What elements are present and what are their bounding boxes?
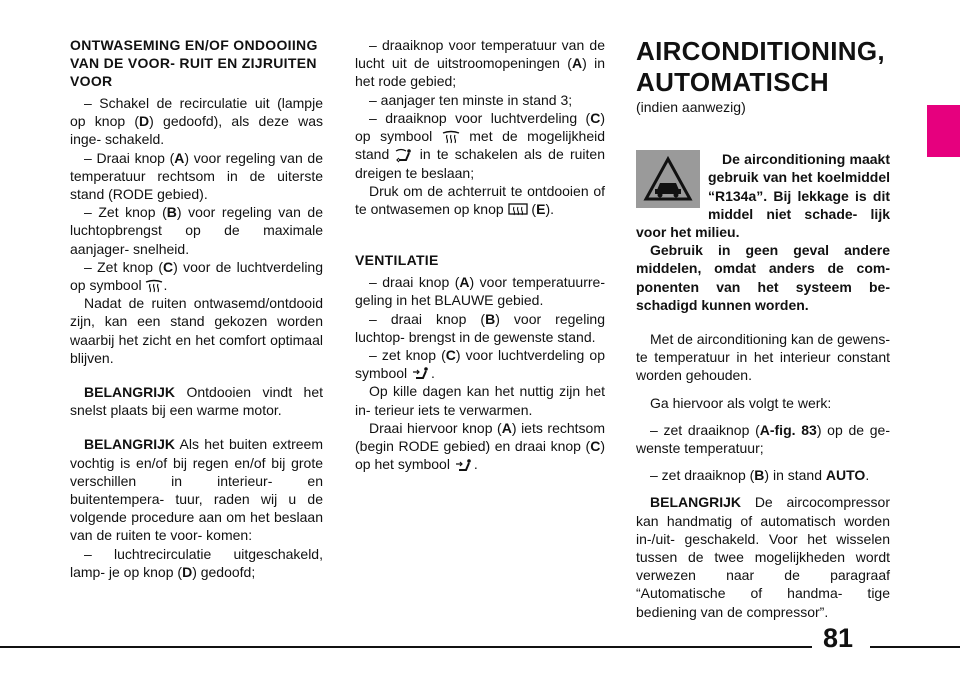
warning-text: De airconditioning maakt gebruik van het koelmiddel “R134a”. Bij lekkage is dit middel niet schade- lijk voor het milieu.: [636, 151, 890, 241]
key-letter: D: [139, 113, 150, 130]
text: Druk om de achterruit te ontdooien of te ontwasemen op knop: [355, 182, 605, 217]
paragraph: [70, 149, 323, 204]
paragraph: [70, 258, 323, 294]
paragraph: [70, 203, 323, 258]
vent-feet-icon: [454, 458, 474, 474]
text: Draai hiervoor knop (: [369, 419, 502, 436]
column-3: [636, 36, 890, 621]
text: ) voor de luchtverdeling op symbool: [70, 258, 324, 294]
text: Als het buiten extreem vochtig is en/of bij regen en/of bij grote verschillen in interieur- en buitentempera- tuur, raden wij u de volgende procedure aan om het beslaan van de ruiten te voor- komen:: [70, 436, 323, 544]
belangrijk-label: BELANGRIJK: [84, 384, 176, 401]
text: ) gedoofd;: [192, 563, 256, 580]
key-letter: C: [590, 438, 601, 455]
paragraph: [70, 435, 323, 544]
text: ) voor regeling van de luchtopbrengst op de maximale aanjager- snelheid.: [70, 204, 324, 257]
paragraph: [355, 182, 605, 218]
figure-reference: A-fig. 83: [759, 421, 817, 438]
text: ) op symbool: [355, 109, 605, 145]
warning-box: [636, 150, 890, 314]
text: De aircocompressor kan handmatig of automatisch worden in-/uit- geschakeld. Voor het wisselen tussen de twee mogelijkheden wordt verwezen naar de paragraaf “Automatische of handma- tige bediening van de compressor”.: [636, 494, 890, 620]
key-letter: D: [182, 563, 193, 580]
key-letter: C: [590, 109, 601, 126]
footer-rule-right: [870, 646, 960, 648]
text: ) gedoofd), als deze was inge- schakeld.: [70, 113, 323, 148]
text: ) voor temperatuurre- geling in het BLAUWE gebied.: [355, 274, 605, 309]
key-letter: B: [166, 204, 177, 221]
text: – draai knop (: [369, 310, 486, 327]
key-letter: C: [163, 258, 174, 275]
key-letter: B: [485, 310, 496, 327]
feet-windscreen-icon: [395, 148, 413, 164]
key-letter: B: [754, 467, 765, 484]
text: in te schakelen als de ruiten dreigen te beslaan;: [355, 146, 605, 181]
text: – Draai knop (: [84, 149, 175, 166]
footer-rule-left: [0, 646, 812, 648]
text: – zet draaiknop (: [650, 421, 760, 438]
auto-label: AUTO: [825, 467, 866, 484]
text: – draai knop (: [369, 274, 460, 291]
text: ) voor luchtverdeling op symbool: [355, 346, 605, 382]
subtitle: (indien aanwezig): [636, 99, 746, 115]
text: – draaiknop voor temperatuur van de lucht uit de uitstroomopeningen (: [355, 37, 605, 72]
paragraph: [636, 421, 890, 457]
text: – Schakel de recirculatie uit (lampje op knop (: [70, 95, 323, 130]
belangrijk-label: BELANGRIJK: [84, 436, 176, 453]
key-letter: A: [459, 274, 470, 291]
paragraph: [355, 310, 605, 346]
paragraph: [355, 419, 605, 474]
text: ) op de ge- wenste temperatuur;: [636, 421, 890, 457]
section-tab: [927, 105, 960, 157]
windscreen-defrost-icon: [145, 279, 163, 293]
paragraph: [636, 493, 890, 620]
rear-defrost-icon: [508, 203, 528, 217]
paragraph: – aanjager ten minste in stand 3;: [369, 91, 573, 108]
page-title-line-1: AIRCONDITIONING,: [636, 36, 885, 66]
text: ) op het symbool: [355, 438, 605, 473]
key-letter: A: [501, 419, 512, 436]
text: – zet knop (: [369, 346, 446, 363]
text: – draaiknop voor luchtverdeling (: [369, 109, 591, 126]
text: Ontdooien vindt het snelst plaats bij een warme motor.: [70, 384, 323, 419]
paragraph: Ga hiervoor als volgt te werk:: [650, 394, 832, 411]
paragraph: [355, 346, 605, 383]
text: ) in stand: [764, 467, 826, 484]
key-letter: C: [445, 346, 456, 363]
paragraph: Op kille dagen kan het nuttig zijn het in- terieur iets te verwarmen.: [355, 383, 605, 418]
paragraph: [355, 109, 605, 182]
text: .: [431, 365, 435, 382]
text: ) in het rode gebied;: [355, 55, 606, 90]
paragraph: [70, 383, 323, 419]
text: .: [163, 277, 168, 294]
text: – zet draaiknop (: [650, 467, 755, 484]
text: ) iets rechtsom (begin RODE gebied) en draai knop (: [355, 419, 605, 455]
page-number: 81: [823, 623, 854, 653]
paragraph: Met de airconditioning kan de gewens- te temperatuur in het interieur constant worden gehouden.: [636, 331, 890, 384]
text: – luchtrecirculatie uitgeschakeld, lamp- je op knop (: [70, 545, 323, 580]
text: – Zet knop (: [84, 258, 164, 275]
text: ) voor regeling luchtop- brengst in de gewenste stand.: [355, 310, 605, 345]
key-letter: A: [571, 55, 583, 72]
text: ) voor regeling van de temperatuur rechtsom in de uiterste stand (RODE gebied).: [70, 149, 323, 203]
key-letter: A: [174, 149, 185, 166]
section-heading-ventilatie: VENTILATIE: [355, 252, 439, 269]
warning-text-2: Gebruik in geen geval andere middelen, omdat anders de com- ponenten van het systeem be- schadigd kunnen worden.: [636, 242, 890, 313]
page-title-line-2: AUTOMATISCH: [636, 67, 829, 97]
windscreen-defrost-icon: [442, 130, 460, 144]
text: ).: [545, 200, 555, 217]
belangrijk-label: BELANGRIJK: [650, 494, 742, 511]
car-warning-icon: [636, 150, 700, 208]
vent-feet-icon: [411, 366, 431, 382]
section-heading-defrost: ONTWASEMING EN/OF ONDOOIING VAN DE VOOR- RUIT EN ZIJRUITEN VOOR: [70, 37, 318, 89]
text: – Zet knop (: [84, 204, 167, 221]
text: met de mogelijkheid stand: [355, 128, 605, 163]
paragraph: [70, 545, 323, 581]
column-2: [355, 36, 605, 474]
paragraph: Nadat de ruiten ontwasemd/ontdooid zijn, kan een stand gekozen worden waarbij het zicht en het comfort optimaal blijven.: [70, 295, 323, 366]
paragraph: [355, 273, 605, 309]
text: (: [527, 200, 537, 217]
paragraph: [636, 466, 890, 484]
text: .: [473, 456, 478, 473]
paragraph: [70, 94, 323, 149]
paragraph: [355, 36, 605, 91]
key-letter: E: [536, 200, 546, 217]
column-1: [70, 36, 323, 581]
text: .: [865, 467, 870, 484]
